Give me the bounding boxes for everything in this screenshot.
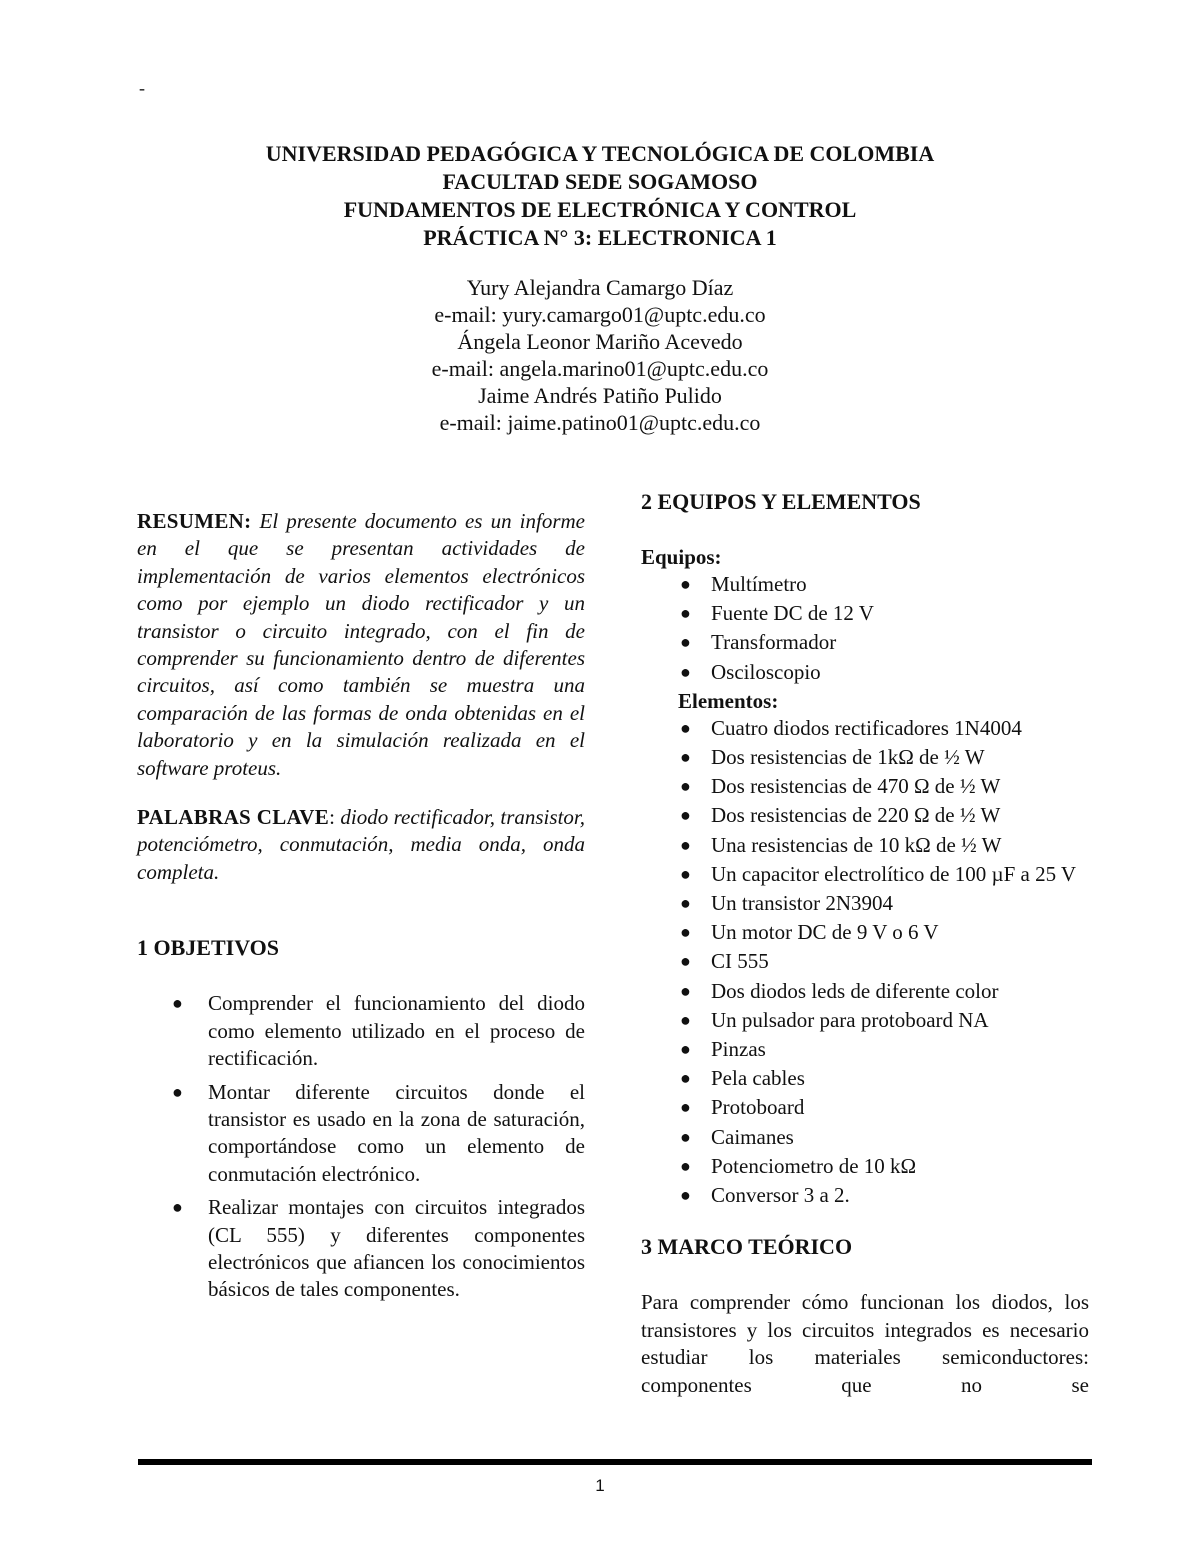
- objectives-heading: 1 OBJETIVOS: [137, 935, 279, 961]
- list-item: [137, 1079, 585, 1189]
- list-item: [641, 1124, 1089, 1151]
- equipos-label: Equipos:: [641, 545, 722, 569]
- author-name: Jaime Andrés Patiño Pulido: [478, 383, 722, 408]
- list-item: [641, 861, 1089, 888]
- item-text: Fuente DC de 12 V: [711, 601, 874, 626]
- list-item: [641, 629, 1089, 656]
- theory-heading: 3 MARCO TEÓRICO: [641, 1234, 853, 1260]
- item-text: Dos resistencias de 220 Ω de ½ W: [711, 803, 1001, 828]
- item-text: Osciloscopio: [711, 659, 821, 684]
- bullet-icon: ●: [680, 1009, 691, 1030]
- item-text: Una resistencias de 10 kΩ de ½ W: [711, 832, 1002, 857]
- elementos-list: [641, 715, 1089, 1210]
- author-name: Ángela Leonor Mariño Acevedo: [457, 329, 743, 354]
- bullet-icon: ●: [680, 1155, 691, 1176]
- author-email: e-mail: angela.marino01@uptc.edu.co: [431, 356, 769, 381]
- item-text: Un pulsador para protoboard NA: [711, 1007, 989, 1032]
- bullet-icon: ●: [680, 717, 691, 738]
- author-name: Yury Alejandra Camargo Díaz: [466, 275, 734, 300]
- bullet-icon: ●: [680, 632, 691, 653]
- item-text: Pela cables: [711, 1066, 805, 1091]
- document-header: [0, 140, 1200, 252]
- list-item: [641, 715, 1089, 742]
- list-item: [641, 978, 1089, 1005]
- equipos-list: [641, 571, 1089, 686]
- abstract-label: RESUMEN:: [137, 509, 252, 533]
- item-text: Potenciometro de 10 kΩ: [711, 1153, 917, 1178]
- list-item: [641, 919, 1089, 946]
- item-text: Un motor DC de 9 V o 6 V: [711, 920, 939, 945]
- item-text: CI 555: [711, 949, 769, 974]
- faculty-name: FACULTAD SEDE SOGAMOSO: [442, 169, 758, 194]
- item-text: Un transistor 2N3904: [711, 891, 893, 916]
- item-text: Dos resistencias de 1kΩ de ½ W: [711, 745, 985, 770]
- bullet-icon: ●: [680, 747, 691, 768]
- footer-divider: [138, 1459, 1092, 1465]
- university-name: UNIVERSIDAD PEDAGÓGICA Y TECNOLÓGICA DE COLOMBIA: [265, 141, 935, 166]
- bullet-icon: ●: [172, 993, 183, 1014]
- item-text: Un capacitor electrolítico de 100 µF a 25 V: [711, 861, 1077, 886]
- list-item: [641, 1065, 1089, 1092]
- bullet-icon: ●: [680, 1185, 691, 1206]
- item-text: Protoboard: [711, 1095, 805, 1120]
- list-item: [641, 571, 1089, 598]
- list-item: [641, 773, 1089, 800]
- right-column: [641, 488, 1089, 1399]
- list-item: [641, 1182, 1089, 1209]
- bullet-icon: ●: [680, 603, 691, 624]
- bullet-icon: ●: [680, 863, 691, 884]
- item-text: Caimanes: [711, 1124, 794, 1149]
- left-column: [137, 508, 585, 1304]
- objectives-list: [137, 990, 585, 1303]
- bullet-icon: ●: [680, 805, 691, 826]
- list-item: [641, 802, 1089, 829]
- author-email: e-mail: yury.camargo01@uptc.edu.co: [434, 302, 766, 327]
- bullet-icon: ●: [680, 1126, 691, 1147]
- list-item: [641, 744, 1089, 771]
- bullet-icon: ●: [680, 834, 691, 855]
- list-item: [641, 600, 1089, 627]
- item-text: Conversor 3 a 2.: [711, 1183, 850, 1208]
- authors-block: [0, 274, 1200, 436]
- top-mark: -: [139, 78, 145, 98]
- list-item: [641, 1153, 1089, 1180]
- bullet-icon: ●: [680, 661, 691, 682]
- page-number: 1: [595, 1476, 605, 1495]
- practice-title: PRÁCTICA N° 3: ELECTRONICA 1: [423, 225, 777, 250]
- bullet-icon: ●: [680, 1097, 691, 1118]
- objective-text: Realizar montajes con circuitos integrados (CL 555) y diferentes componentes electrónicos que afiancen los conocimientos básicos de tales componentes.: [208, 1195, 585, 1302]
- item-text: Transformador: [711, 630, 837, 655]
- bullet-icon: ●: [680, 922, 691, 943]
- item-text: Pinzas: [711, 1037, 766, 1062]
- list-item: [641, 1094, 1089, 1121]
- bullet-icon: ●: [680, 1039, 691, 1060]
- keywords-label: PALABRAS CLAVE: [137, 805, 330, 830]
- list-item: [641, 832, 1089, 859]
- keywords-colon: :: [329, 805, 335, 830]
- abstract-text: El presente documento es un informe en el que se presentan actividades de implementación de varios elementos electrónicos como por ejemplo un diodo rectificador y un transistor o circuito integrado, con el fin de comprender su funcionamiento dentro de diferentes circuitos, así como también se muestra una comparación de las formas de onda obtenidas en el laboratorio y en la simulación realizada en el software proteus.: [137, 509, 585, 780]
- equipment-heading: 2 EQUIPOS Y ELEMENTOS: [641, 489, 921, 514]
- abstract-paragraph: [137, 508, 585, 782]
- course-name: FUNDAMENTOS DE ELECTRÓNICA Y CONTROL: [343, 197, 857, 222]
- item-text: Multímetro: [711, 572, 807, 596]
- keywords-text: diodo rectificador, transistor, potenciómetro, conmutación, media onda, onda completa.: [137, 805, 585, 884]
- elementos-label: Elementos:: [678, 688, 779, 713]
- list-item: [641, 948, 1089, 975]
- list-item: [641, 659, 1089, 686]
- bullet-icon: ●: [680, 776, 691, 797]
- bullet-icon: ●: [680, 980, 691, 1001]
- item-text: Cuatro diodos rectificadores 1N4004: [711, 715, 1022, 740]
- bullet-icon: ●: [680, 951, 691, 972]
- theory-paragraph: Para comprender cómo funcionan los diodos, los transistores y los circuitos integrados es necesario estudiar los materiales semiconductores: componentes que no se: [641, 1290, 1089, 1397]
- bullet-icon: ●: [172, 1197, 183, 1218]
- item-text: Dos resistencias de 470 Ω de ½ W: [711, 774, 1001, 799]
- bullet-icon: ●: [680, 893, 691, 914]
- bullet-icon: ●: [172, 1081, 183, 1102]
- author-email: e-mail: jaime.patino01@uptc.edu.co: [439, 410, 761, 435]
- bullet-icon: ●: [680, 1068, 691, 1089]
- list-item: [641, 890, 1089, 917]
- list-item: [137, 1194, 585, 1304]
- objective-text: Montar diferente circuitos donde el transistor es usado en la zona de saturación, comportándose como un elemento de conmutación electrónico.: [208, 1079, 585, 1186]
- keywords-paragraph: [137, 804, 585, 886]
- bullet-icon: ●: [680, 574, 691, 594]
- item-text: Dos diodos leds de diferente color: [711, 978, 999, 1003]
- list-item: [137, 990, 585, 1072]
- objective-text: Comprender el funcionamiento del diodo como elemento utilizado en el proceso de rectificación.: [208, 991, 585, 1071]
- list-item: [641, 1007, 1089, 1034]
- list-item: [641, 1036, 1089, 1063]
